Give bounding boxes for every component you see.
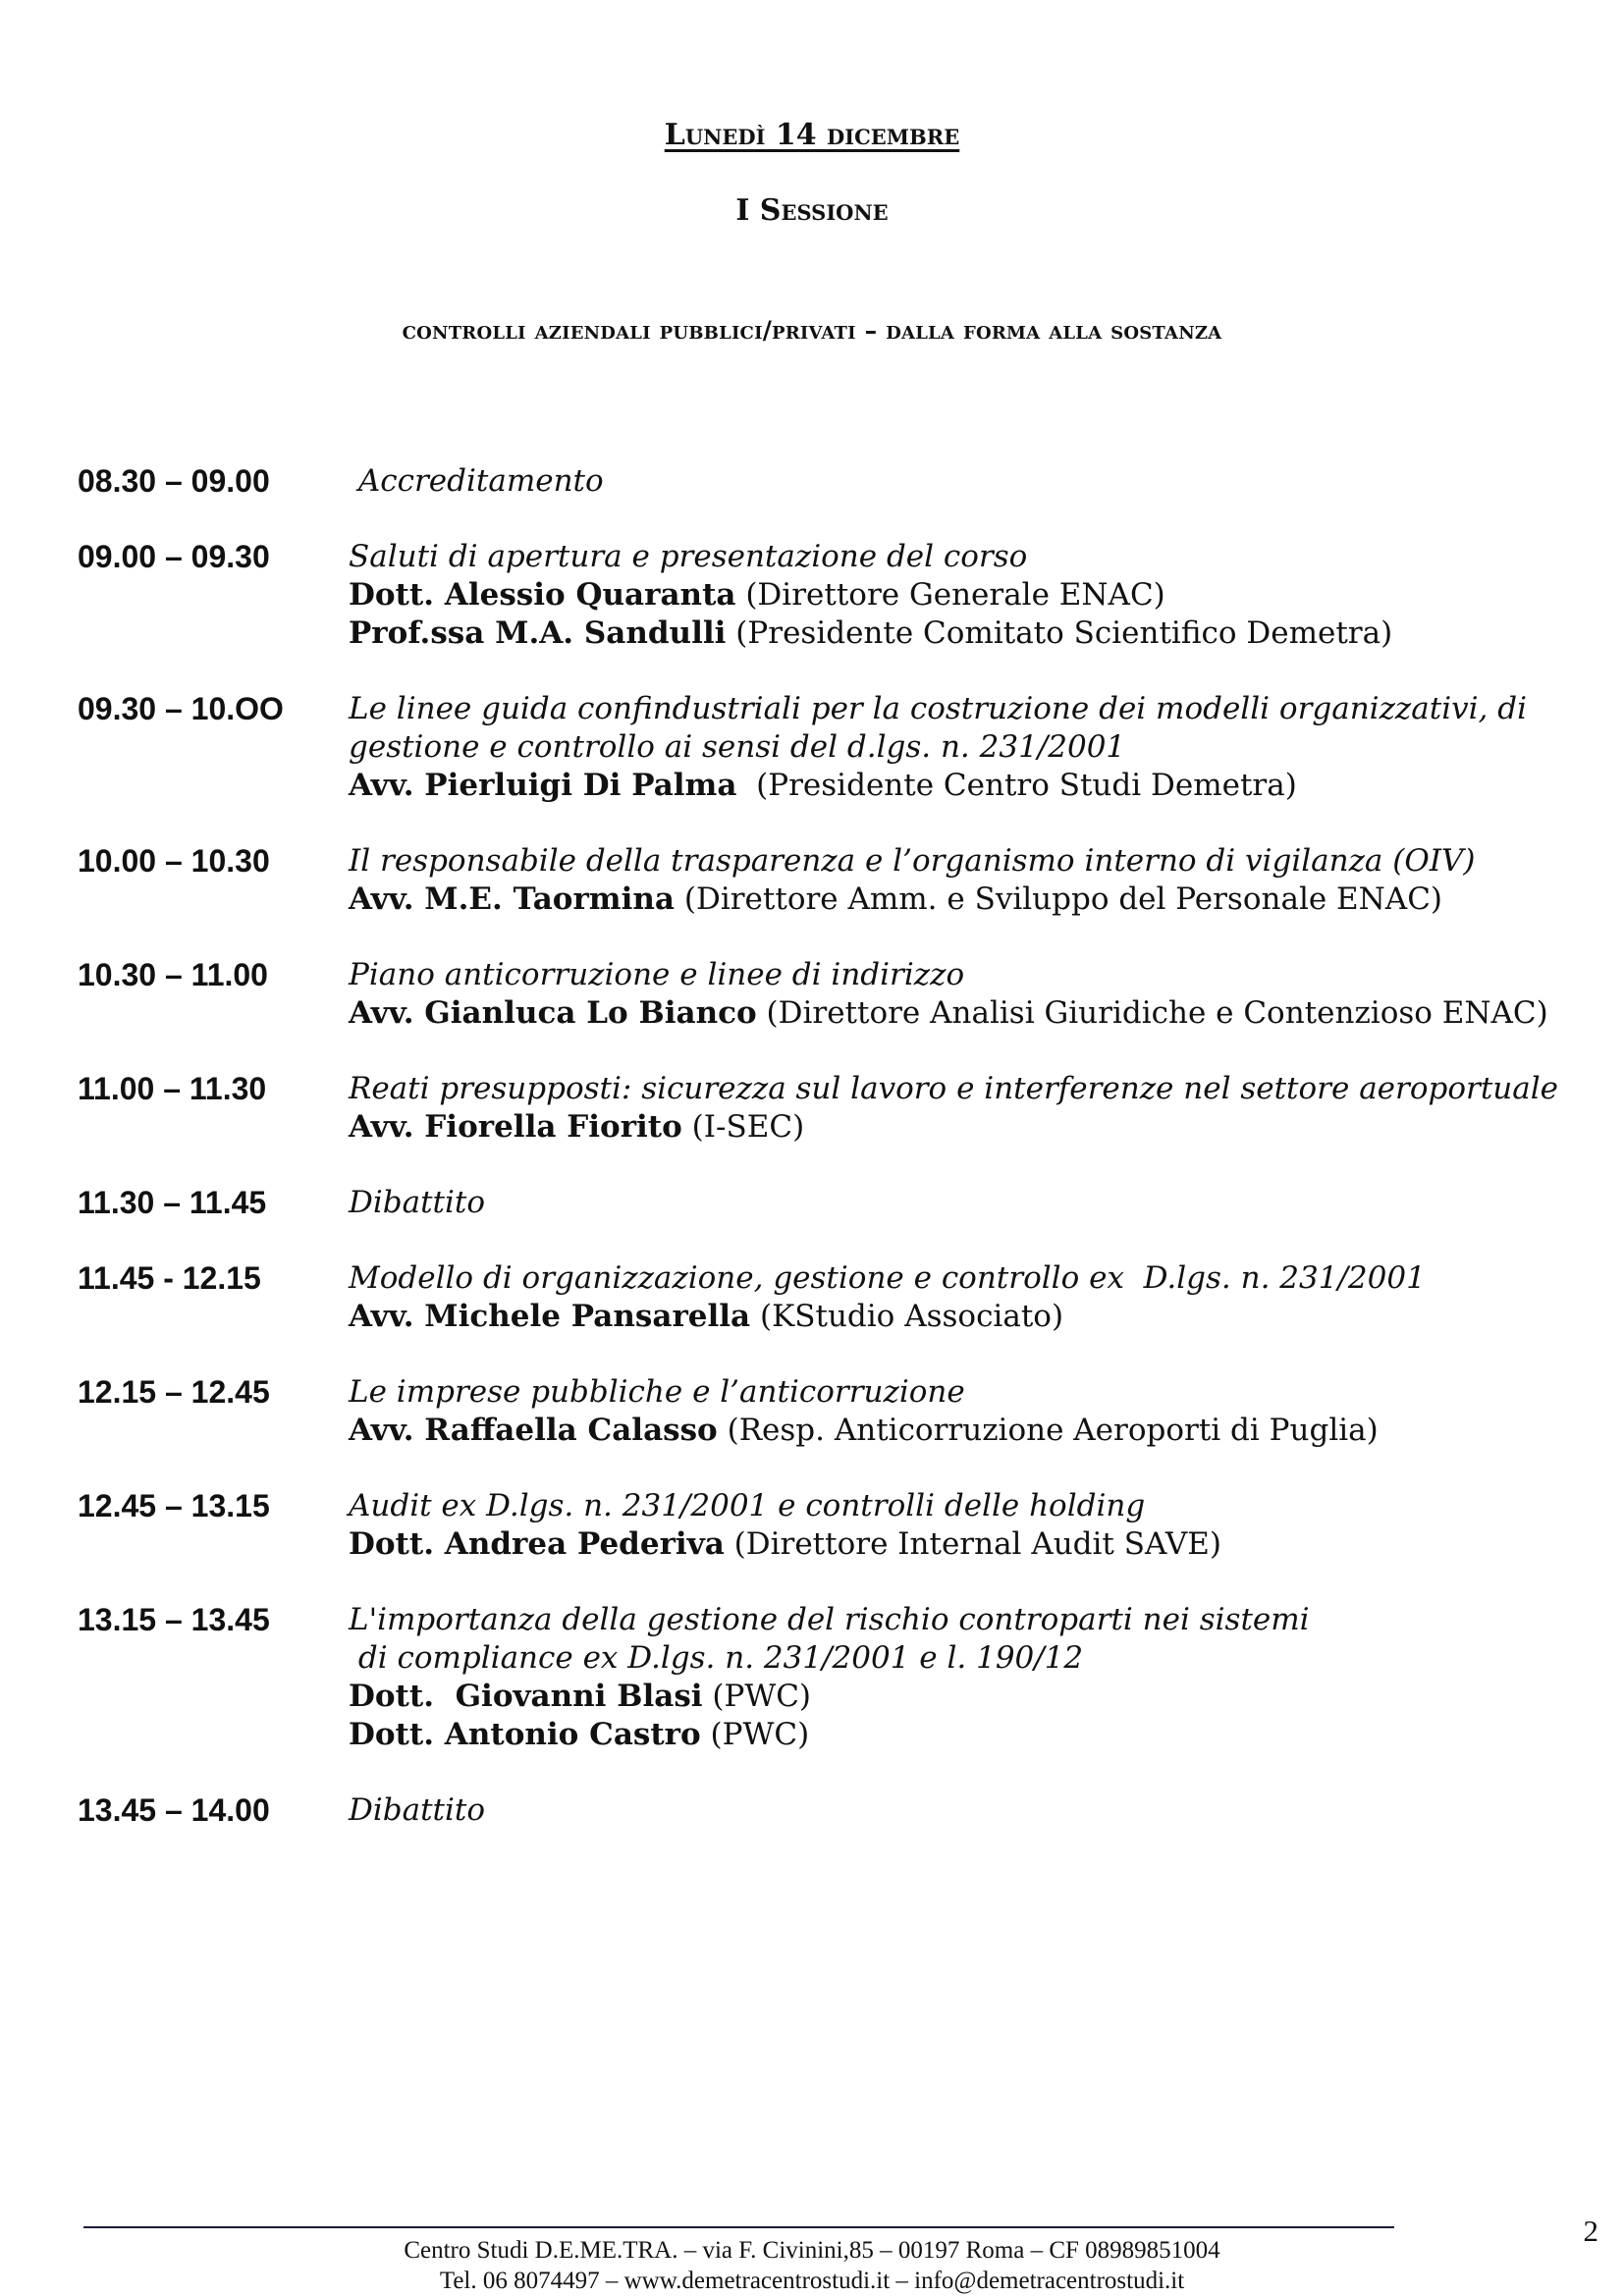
speaker bbox=[349, 1678, 1590, 1716]
schedule-slot bbox=[78, 1373, 1590, 1450]
slot-topic: Il responsabile della trasparenza e l’organismo interno di vigilanza (OIV) bbox=[349, 843, 1476, 879]
slot-topic: Saluti di apertura e presentazione del corso bbox=[349, 539, 1028, 574]
slot-time: 10.30 – 11.00 bbox=[78, 957, 268, 992]
schedule-slot bbox=[78, 1601, 1590, 1754]
slot-topic: Dibattito bbox=[349, 1185, 486, 1220]
speaker-role: (I-SEC) bbox=[681, 1109, 805, 1145]
schedule-slot bbox=[78, 538, 1590, 653]
speaker-role: (Presidente Centro Studi Demetra) bbox=[736, 768, 1297, 803]
slot-time: 11.00 – 11.30 bbox=[78, 1071, 267, 1106]
speaker bbox=[349, 767, 1590, 805]
footer-divider bbox=[83, 2226, 1394, 2228]
schedule-slot bbox=[78, 690, 1590, 805]
schedule-slot bbox=[78, 1184, 1590, 1222]
slot-body bbox=[349, 1070, 1590, 1147]
schedule bbox=[78, 462, 1590, 1867]
schedule-slot bbox=[78, 956, 1590, 1033]
schedule-slot bbox=[78, 1070, 1590, 1147]
speaker-name: Dott. Alessio Quaranta bbox=[349, 577, 736, 613]
speaker-name: Avv. M.E. Taormina bbox=[349, 881, 676, 917]
speaker-role: (Presidente Comitato Scientifico Demetra) bbox=[726, 615, 1393, 651]
speaker-name: Dott. Antonio Castro bbox=[349, 1717, 701, 1752]
speaker bbox=[349, 1412, 1590, 1450]
speaker bbox=[349, 1108, 1590, 1147]
slot-time: 12.45 – 13.15 bbox=[78, 1488, 270, 1523]
slot-topic: Modello di organizzazione, gestione e controllo ex D.lgs. n. 231/2001 bbox=[349, 1260, 1426, 1296]
schedule-slot bbox=[78, 462, 1590, 501]
speaker-role: (KStudio Associato) bbox=[750, 1299, 1064, 1334]
speaker-name: Avv. Fiorella Fiorito bbox=[349, 1109, 682, 1145]
speaker bbox=[349, 994, 1590, 1033]
speaker bbox=[349, 576, 1590, 614]
slot-topic: Reati presupposti: sicurezza sul lavoro e interferenze nel settore aeroportuale bbox=[349, 1071, 1558, 1106]
footer-contacts: Tel. 06 8074497 – www.demetracentrostudi.it – info@demetracentrostudi.it bbox=[439, 2268, 1185, 2294]
schedule-slot bbox=[78, 1791, 1590, 1830]
speaker bbox=[349, 881, 1590, 919]
speaker-role: (Direttore Generale ENAC) bbox=[735, 577, 1165, 613]
slot-body bbox=[349, 1184, 1590, 1222]
speaker bbox=[349, 1525, 1590, 1564]
speaker-name: Prof.ssa M.A. Sandulli bbox=[349, 615, 727, 651]
speaker-name: Avv. Gianluca Lo Bianco bbox=[349, 995, 757, 1031]
slot-body bbox=[349, 1791, 1590, 1830]
slot-time: 13.15 – 13.45 bbox=[78, 1602, 270, 1637]
speaker bbox=[349, 1716, 1590, 1754]
speaker-name: Avv. Raffaella Calasso bbox=[349, 1413, 718, 1448]
speaker-role: (Direttore Amm. e Sviluppo del Personale ENAC) bbox=[675, 881, 1443, 917]
speaker-name: Dott. Andrea Pederiva bbox=[349, 1526, 725, 1562]
schedule-slot bbox=[78, 1259, 1590, 1336]
schedule-slot bbox=[78, 842, 1590, 919]
footer-address: Centro Studi D.E.ME.TRA. – via F. Civinini,85 – 00197 Roma – CF 08989851004 bbox=[404, 2237, 1220, 2264]
slot-topic: Audit ex D.lgs. n. 231/2001 e controlli delle holding bbox=[349, 1488, 1146, 1523]
speaker-name: Avv. Pierluigi Di Palma bbox=[349, 768, 737, 803]
slot-time: 10.00 – 10.30 bbox=[78, 843, 270, 879]
session-subtitle: controlli aziendali pubblici/privati – dalla forma alla sostanza bbox=[402, 316, 1222, 345]
slot-time: 13.45 – 14.00 bbox=[78, 1792, 270, 1828]
speaker bbox=[349, 1298, 1590, 1336]
slot-topic: Le imprese pubbliche e l’anticorruzione bbox=[349, 1374, 965, 1410]
schedule-slot bbox=[78, 1487, 1590, 1564]
speaker-role: (Resp. Anticorruzione Aeroporti di Puglia) bbox=[717, 1413, 1379, 1448]
slot-topic: Dibattito bbox=[349, 1792, 486, 1828]
slot-time: 09.30 – 10.OO bbox=[78, 691, 284, 726]
speaker-name: Dott. Giovanni Blasi bbox=[349, 1679, 703, 1714]
day-title: Lunedì 14 dicembre bbox=[664, 118, 960, 152]
speaker-role: (PWC) bbox=[700, 1717, 810, 1752]
speaker-name: Avv. Michele Pansarella bbox=[349, 1299, 751, 1334]
speaker-role: (Direttore Internal Audit SAVE) bbox=[724, 1526, 1221, 1562]
slot-topic: Piano anticorruzione e linee di indirizzo bbox=[349, 957, 965, 992]
slot-time: 11.45 - 12.15 bbox=[78, 1260, 261, 1296]
speaker-role: (PWC) bbox=[702, 1679, 812, 1714]
speaker bbox=[349, 614, 1590, 653]
slot-time: 11.30 – 11.45 bbox=[78, 1185, 267, 1220]
slot-body bbox=[349, 690, 1590, 805]
slot-body bbox=[349, 538, 1590, 653]
speaker-role: (Direttore Analisi Giuridiche e Contenzioso ENAC) bbox=[756, 995, 1548, 1031]
slot-topic: Le linee guida confindustriali per la costruzione dei modelli organizzativi, di gestione e controllo ai sensi del d.lgs. n. 231/2001 bbox=[349, 691, 1537, 765]
slot-body bbox=[349, 1259, 1590, 1336]
slot-topic: L'importanza della gestione del rischio controparti nei sistemi di compliance ex D.lgs. n. 231/2001 e l. 190/12 bbox=[349, 1602, 1310, 1676]
slot-body bbox=[349, 842, 1590, 919]
slot-body bbox=[349, 1601, 1590, 1754]
slot-body bbox=[349, 462, 1590, 501]
slot-body bbox=[349, 1487, 1590, 1564]
session-title: I Sessione bbox=[735, 193, 889, 228]
slot-time: 08.30 – 09.00 bbox=[78, 463, 270, 499]
slot-body bbox=[349, 956, 1590, 1033]
page-number: 2 bbox=[1583, 2214, 1598, 2248]
slot-time: 09.00 – 09.30 bbox=[78, 539, 270, 574]
slot-body bbox=[349, 1373, 1590, 1450]
slot-time: 12.15 – 12.45 bbox=[78, 1374, 270, 1410]
slot-topic: Accreditamento bbox=[349, 463, 604, 499]
